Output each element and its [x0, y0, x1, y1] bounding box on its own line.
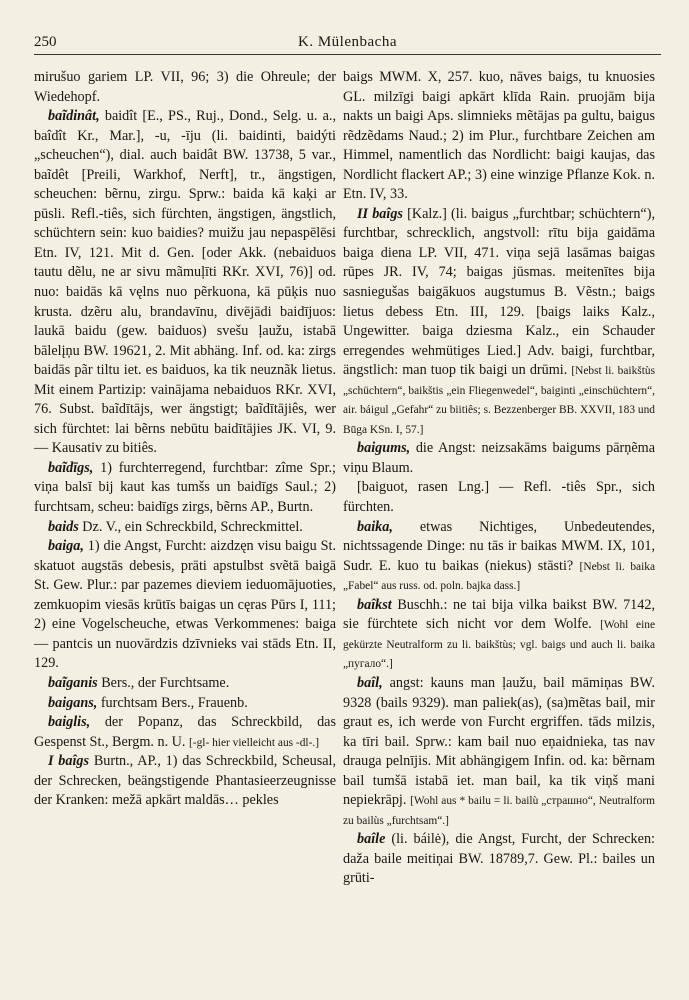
running-title: K. Mülenbacha [298, 34, 397, 50]
entry-baidigs: baĩdīgs, 1) furchterregend, furchtbar: zîme Spr.; viņa balsī bij kaut kas tumšs un baidīgs Saul.; 2) furchtsam, scheu: baidīgs zirgs, bẽrns AP., Burtn. [34, 459, 336, 516]
entry-baiganis: baĩganis Bers., der Furchtsame. [48, 674, 230, 691]
entry-baika: baika, etwas Nichtiges, Unbedeutendes, nichtssagende Dinge: nu tās ir baikas MWM. IX, 101, Sudr. E. kuo tu baikas (niekus) stāsti? [Nebst li. baika „Fabel“ aus russ. od. poln. bajka dass.] [343, 518, 655, 593]
entry-baigums: baigums, die Angst: neizsakāms baigums pārņẽma viņu Blaum. [343, 440, 655, 476]
headword: baigans, [48, 694, 98, 711]
entry-baile: baîle (li. báilė), die Angst, Furcht, der Schrecken: daža baile meitiņai BW. 18789,7. Gew. Pl.: bailes un grūti- [343, 831, 655, 887]
headword: II baîgs [357, 205, 403, 222]
headword: baĩganis [48, 674, 98, 691]
entry-continuation: mirušuo gariem LP. VII, 96; 3) die Ohreule; der Wiedehopf. [34, 69, 336, 105]
etymology-note: [Nebst li. baikštùs „schüchtern“, baikštis „ein Fliegenwedel“, baiginti „einschüchtern“, air. báigul „Gefahr“ zu biitiês; s. Bezzenberger BB. XXVII, 183 und Būga KSn. I, 57.] [343, 365, 656, 436]
headword: baĩdīgs, [48, 459, 94, 476]
entry-baigans: baigans, furchtsam Bers., Frauenb. [48, 694, 248, 711]
entry-continuation: baigs MWM. X, 257. kuo, nāves baigs, tu knuosies GL. milzīgi baigi apkārt klīda Rain. pruojām bija nakts un baigi Aps. slimnieks mẽtājas pa gultu, baigus rẽdzẽdams Naud.; 2) im Plur., furchtbare Zeichen am Himmel, namentlich das Nordlicht: baigi kaujas, das Nordlicht flackert AP.; 3) eine winzige Pflanze Kok. n. Etn. IV, 33. [343, 69, 655, 203]
entry-baigs-1: I baîgs Burtn., AP., 1) das Schreckbild, Scheusal, der Schrecken, beängstigende Phantasieerzeugnisse der Kranken: mežā apkārt maldās… pekles [34, 753, 336, 809]
entry-bail: baîl, angst: kauns man ļaužu, bail māmiņas BW. 9328 (bails 9329). man paliek(as), (sa)mẽtas bail, mir graut es, ich werde von Furcht ergriffen. tāds milzis, ka tīri bail. Sprw.: kam bail nuo eņaidnieka, tas nav drauga pelnījis. Mit abhängigem Infin. od. ka: bẽrnam bail tumšā istabā iet. man bail, ka tik viņš mani nepiekrāpj. [Wohl aus * bailu = li. bailù „страшно“, Neutralform zu bailùs „furchtsam“.] [343, 674, 656, 827]
headword: baĩdinât, [48, 108, 100, 125]
entry-baikst: baîkst Buschh.: ne tai bija vilka baikst BW. 7142, sie fürchtete sich nicht vor dem Wolfe. [Wohl eine gekürzte Neutralform zu li. baikštùs; vgl. baigs und auch li. baika „пугало“.] [343, 596, 655, 671]
headword: baiglis, [48, 714, 91, 731]
entry-baiguot: [baiguot, rasen Lng.] — Refl. -tiês Spr., sich fürchten. [343, 479, 655, 516]
headword: I baîgs [48, 753, 90, 770]
headword: baîkst [357, 596, 392, 613]
headword: baîl, [357, 674, 383, 691]
headword: baika, [357, 518, 393, 535]
etymology-note: [Wohl aus * bailu = li. bailù „страшно“, Neutralform zu bailùs „furchtsam“.] [343, 795, 656, 827]
right-column [343, 68, 655, 889]
entry-baids: baids Dz. V., ein Schreckbild, Schreckmittel. [48, 518, 303, 535]
entry-baiga: baiga, 1) die Angst, Furcht: aizdzęn visu baigu St. skatuot augstās debesis, prāti apstulbst svẽtā baigā St. Gew. Plur.: par pazemes dieviem ieduomājuoties, zemkuopim viesās krūtīs baigas un cęras Pūrs I, 111; 2) eine Vogelscheuche, etwas Verkommenes: baiga — pantcis un nuovārdzis dzīvnieks vai stāds Etn. II, 129. [34, 538, 336, 672]
headword: baîle [357, 831, 386, 848]
headword: baids [48, 518, 79, 535]
entry-baigs-2: II baîgs [Kalz.] (li. baigus „furchtbar; schüchtern“), furchtbar, schrecklich, angstvoll: rītu bija gaidāma baiga diena LP. VII, 471. viņa sejā lasāmas baigas rūpes JR. IV, 74; baigas jūsmas. meitenītes bija sasniegušas baigākuos augstumus B. Vẽstn.; baigs lietus debess Etn. III, 129. [baigs laiks Kalz., Ungewitter. baiga dziesma Kalz., ein Schauder erregendes wehmütiges Lied.] Adv. baigi, furchtbar, ängstlich: man tuop tik baigi un drūmi. [Nebst li. baikštùs „schüchtern“, baikštis „ein Fliegenwedel“, baiginti „einschüchtern“, air. báigul „Gefahr“ zu biitiês; s. Bezzenberger BB. XXVII, 183 und Būga KSn. I, 57.] [343, 205, 656, 436]
etymology-note: [Wohl eine gekürzte Neutralform zu li. baikštùs; vgl. baigs und auch li. baika „пугало“.] [343, 619, 655, 671]
headword: baiga, [48, 538, 84, 555]
page-number: 250 [34, 34, 57, 50]
headword: baigums, [357, 440, 411, 457]
entry-baiglis: baiglis, der Popanz, das Schreckbild, das Gespenst St., Bergm. n. U. [-gl- hier vielleicht aus -dl-.] [34, 714, 336, 750]
left-column [34, 68, 336, 811]
page-header [34, 30, 661, 55]
entry-baidinat: baĩdinât, baidît [E., PS., Ruj., Dond., Selg. u. a., baîdît Kr., Mar.], -u, -īju (li. baidinti, baidýti „scheuchen“), dial. auch baidât BW. 13738, 5 var., baĩdêt [Preili, Warkhof, Nerft], tr., ängstigen, scheuchen: bẽrnu, zirgu. Sprw.: baida kā kaķi ar pūsli. Refl.-tiês, sich fürchten, ängstigen, ängstlich, schüchtern sein: kuo baidies? muižu jau nepaspēlēsi Etn. IV, 121. Mit d. Gen. [oder Akk. (nebaiduos tautu dẽlu, ne ar sivu mãmuļīti RKr. XVI, 76)] od. nuo: baidās kā vęlns nuo pẽrkuona, kā pūķis nuo krusta. dzẽru alu, brandavīnu, divējādi baidījuos: laukā baidu (gew. baiduos) svešu ļaužu, istabā bālelįņu BW. 19621, 2. Mit abhäng. Inf. od. ka: zirgs baidās pãr tiltu iet. es baiduos, ka tik neuznãk lietus. Mit einem Partizip: vainājama nebaiduos RKr. XVI, 76. Subst. baĩdītājs, wer ängstigt; baĩdītājiês, wer sich fürchtet: lai bẽrns nebūtu baidītājies JK. VI, 9. — Kausativ zu bitiês. [34, 108, 336, 457]
etymology-note: [Nebst li. baika „Fabel“ aus russ. od. poln. bajka dass.] [343, 560, 655, 593]
etymology-note: [-gl- hier vielleicht aus -dl-.] [189, 736, 320, 749]
